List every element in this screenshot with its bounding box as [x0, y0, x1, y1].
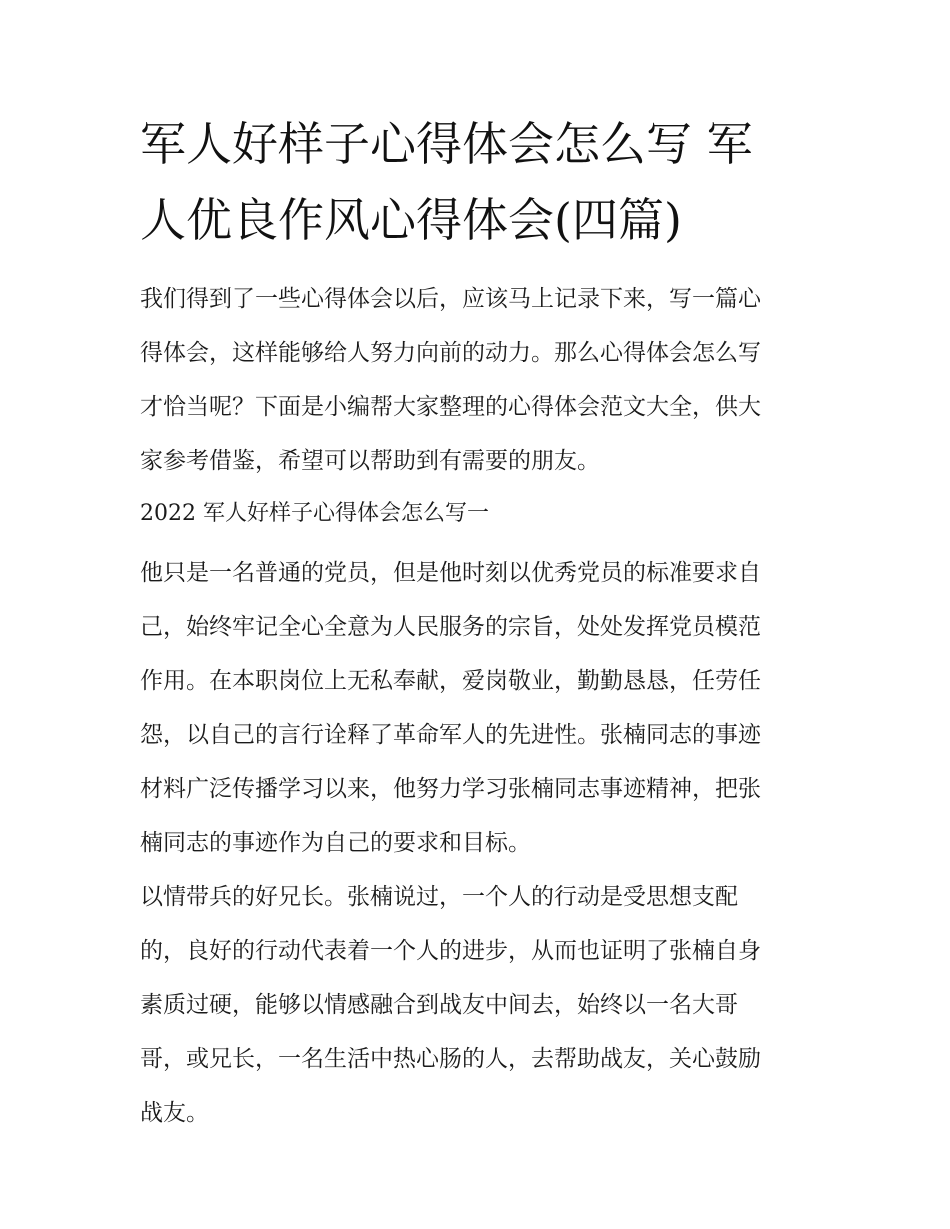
text-line: 他只是一名普通的党员，但是他时刻以优秀党员的标准要求自 — [140, 560, 761, 586]
text-line: 才恰当呢？下面是小编帮大家整理的心得体会范文大全，供大 — [140, 394, 761, 420]
document-title — [140, 106, 812, 258]
text-line: 楠同志的事迹作为自己的要求和目标。 — [140, 830, 531, 856]
text-line: 哥，或兄长，一名生活中热心肠的人，去帮助战友，关心鼓励 — [140, 1046, 761, 1072]
document-content — [140, 106, 812, 1140]
title-line: 人优良作风心得体会(四篇) — [140, 193, 682, 247]
text-line: 战友。 — [140, 1100, 209, 1126]
body-paragraph-1 — [140, 546, 812, 870]
text-line: 家参考借鉴，希望可以帮助到有需要的朋友。 — [140, 448, 600, 474]
intro-paragraph — [140, 272, 812, 488]
text-line: 作用。在本职岗位上无私奉献，爱岗敬业，勤勤恳恳，任劳任 — [140, 668, 761, 694]
text-line: 我们得到了一些心得体会以后，应该马上记录下来，写一篇心 — [140, 286, 761, 312]
text-line: 得体会，这样能够给人努力向前的动力。那么心得体会怎么写 — [140, 340, 761, 366]
title-line: 军人好样子心得体会怎么写 军 — [140, 117, 753, 171]
text-line: 己，始终牢记全心全意为人民服务的宗旨，处处发挥党员模范 — [140, 614, 761, 640]
text-line: 以情带兵的好兄长。张楠说过，一个人的行动是受思想支配 — [140, 884, 738, 910]
body-paragraph-2 — [140, 870, 812, 1140]
text-line: 素质过硬，能够以情感融合到战友中间去，始终以一名大哥 — [140, 992, 738, 1018]
text-line: 的，良好的行动代表着一个人的进步，从而也证明了张楠自身 — [140, 938, 761, 964]
text-line: 怨，以自己的言行诠释了革命军人的先进性。张楠同志的事迹 — [140, 722, 761, 748]
section-heading: 2022 军人好样子心得体会怎么写一 — [140, 501, 489, 526]
text-line: 材料广泛传播学习以来，他努力学习张楠同志事迹精神，把张 — [140, 776, 761, 802]
